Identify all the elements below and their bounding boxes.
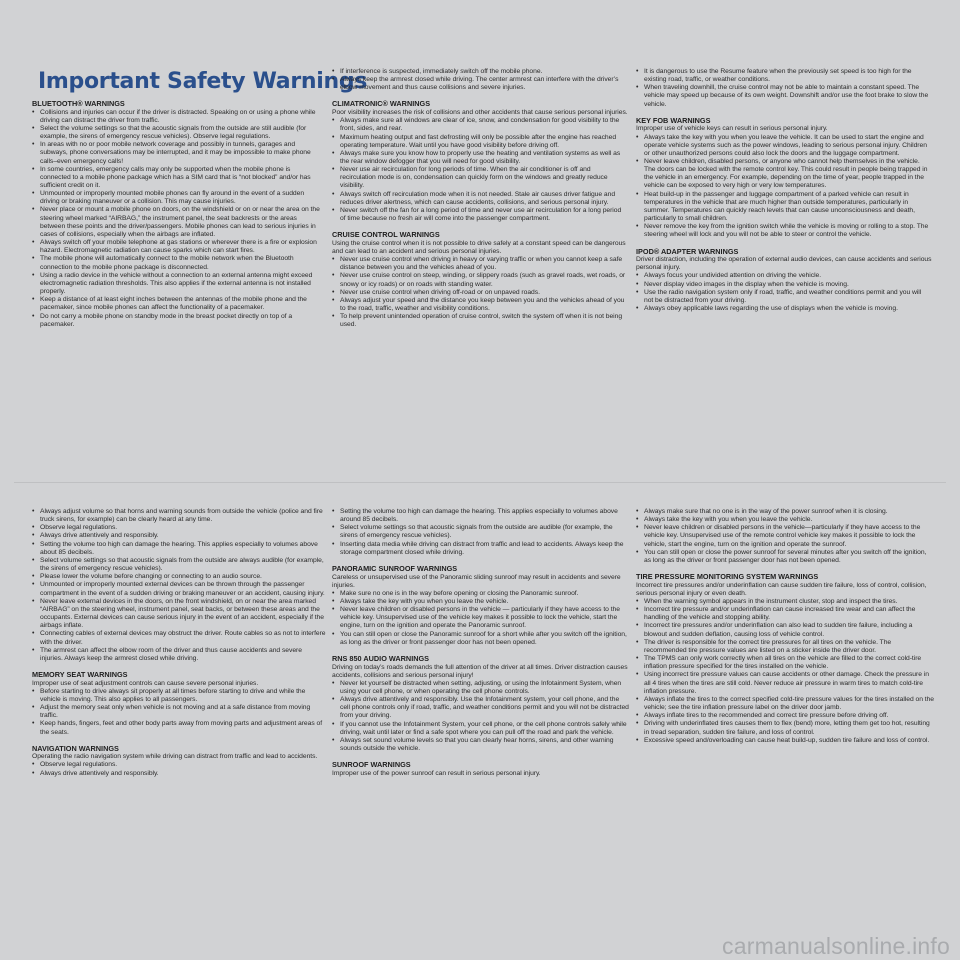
bullet-item: • Use the radio navigation system only if road, traffic, and weather conditions permit and you will not be distracted from your driving.	[636, 289, 932, 305]
column-4	[32, 508, 326, 786]
section-heading: MEMORY SEAT WARNINGS	[32, 669, 128, 679]
warning-section	[332, 231, 628, 329]
bullet-item: • Incorrect tire pressure and/or underinflation can cause increased tire wear and can affect the handling of the vehicle and stopping ability.	[636, 606, 934, 622]
bullet-item: • Always take the key with you when you leave the vehicle.	[332, 598, 630, 606]
bullet-item: • Always set sound volume levels so that you can clearly hear horns, sirens, and other warning sounds outside the vehicle.	[332, 737, 630, 753]
warning-section	[636, 573, 934, 745]
bullet-item: • If interference is suspected, immediately switch off the mobile phone.	[332, 68, 628, 76]
bullet-item: • The driver is responsible for the correct tire pressures for all tires on the vehicle. The recommended tire pressure values are listed on a sticker inside the driver door.	[636, 639, 934, 655]
bullet-item: • Never remove the key from the ignition switch while the vehicle is moving or rolling to a stop. The steering wheel will lock and you will not be able to steer or control the vehicle.	[636, 223, 932, 239]
bullet-list	[32, 761, 326, 777]
bullet-item: • Maximum heating output and fast defrosting will only be possible after the engine has reached operating temperature. Wait until you have good visibility before driving off.	[332, 134, 628, 150]
bullet-list	[332, 117, 628, 223]
bullet-item: • Using incorrect tire pressure values can cause accidents or other damage. Check the pressure in all 4 tires when the tires are still cold. Never reduce air pressure in warm tires to match cold-tire inflation pressure.	[636, 671, 934, 695]
bullet-list	[32, 688, 326, 737]
warning-section	[332, 655, 630, 753]
bullet-item: • It is dangerous to use the Resume feature when the previously set speed is too high for the existing road, traffic, or weather conditions.	[636, 68, 932, 84]
section-heading: CRUISE CONTROL WARNINGS	[332, 230, 440, 240]
section-intro: Improper use of vehicle keys can result in serious personal injury.	[636, 125, 828, 133]
warning-section	[332, 100, 628, 223]
bullet-item: • Never switch off the fan for a long period of time and never use air recirculation for a long period of time because no fresh air will come into the passenger compartment.	[332, 207, 628, 223]
bullet-item: • Adjust the memory seat only when vehicle is not moving and at a safe distance from moving traffic.	[32, 704, 326, 720]
bullet-item: • Never let yourself be distracted when setting, adjusting, or using the Infotainment System, when using your cell phone, or when operating the cell phone controls.	[332, 680, 630, 696]
bullet-item: • When the warning symbol appears in the instrument cluster, stop and inspect the tires.	[636, 598, 934, 606]
warning-section	[32, 508, 326, 663]
bullet-item: • In areas with no or poor mobile network coverage and possibly in tunnels, garages and subways, phone conversations may be interrupted, and it may be impossible to make phone calls–even emergency calls!	[32, 141, 322, 165]
bullet-item: • You can still open or close the Panoramic sunroof for a short while after you switch off the ignition, as long as the driver or front passenger door has not been opened.	[332, 631, 630, 647]
bullet-list	[636, 508, 934, 565]
bullet-item: • Observe legal regulations.	[32, 524, 326, 532]
bullet-item: • Never place or mount a mobile phone on doors, on the windshield or on or near the area on the steering wheel marked “AIRBAG,” the instrument panel, the seat backrests or the areas between these points and the driver/passengers. Mobile phones can lead to serious injuries in cases of collisions, especially when the airbags are inflated.	[32, 206, 322, 239]
bullet-item: • Always obey applicable laws regarding the use of displays when the vehicle is moving.	[636, 305, 932, 313]
warning-section	[636, 68, 932, 109]
bullet-item: • When traveling downhill, the cruise control may not be able to maintain a constant speed. The vehicle may speed up because of its own weight. Downshift and/or use the foot brake to slow the vehicle.	[636, 84, 932, 108]
bullet-item: • Always take the key with you when you leave the vehicle. It can be used to start the engine and operate vehicle systems such as the power windows, leading to serious personal injury. Children or other unauthorized persons could also lock the doors and the luggage compartment.	[636, 134, 932, 158]
section-intro: Driving on today’s roads demands the full attention of the driver at all times. Driver distraction causes accidents, collisions and serious personal injury!	[332, 663, 628, 679]
bullet-list	[636, 598, 934, 745]
bullet-item: • In some countries, emergency calls may only be supported when the mobile phone is connected to a mobile phone package which has a SIM card that is “not blocked” and/or has sufficient credit on it.	[32, 166, 322, 190]
section-heading: PANORAMIC SUNROOF WARNINGS	[332, 563, 458, 573]
bullet-item: • Using a radio device in the vehicle without a connection to an external antenna might exceed electromagnetic radiation thresholds. This also applies if the external antenna is not installed properly.	[32, 272, 322, 296]
bullet-item: • Never use air recirculation for long periods of time. When the air conditioner is off and recirculation mode is on, condensation can quickly form on the windows and greatly reduce visibility.	[332, 166, 628, 190]
bullet-item: • Always adjust volume so that horns and warning sounds from outside the vehicle (police and fire truck sirens, for example) can be clearly heard at any time.	[32, 508, 326, 524]
section-heading: TIRE PRESSURE MONITORING SYSTEM WARNINGS	[636, 572, 819, 582]
warning-section	[332, 508, 630, 557]
bullet-item: • If you cannot use the Infotainment System, your cell phone, or the cell phone controls safely while driving, wait until later or find a safe spot where you can pull off the road and park the vehicle.	[332, 721, 630, 737]
warning-section	[636, 117, 932, 240]
bullet-item: • Setting the volume too high can damage the hearing. This applies especially to volumes above around 85 decibels.	[332, 508, 630, 524]
bullet-item: • Always make sure that no one is in the way of the power sunroof when it is closing.	[636, 508, 934, 516]
warning-section	[332, 565, 630, 647]
bullet-item: • Never display video images in the display when the vehicle is moving.	[636, 281, 932, 289]
section-divider	[14, 482, 946, 483]
bullet-list	[636, 68, 932, 109]
column-5	[332, 508, 630, 786]
column-1	[32, 100, 322, 337]
bullet-item: • Always adjust your speed and the distance you keep between you and the vehicles ahead of you to the road, traffic, weather and visibility conditions.	[332, 297, 628, 313]
watermark: carmanualsonline.info	[722, 933, 950, 959]
bullet-item: • Excessive speed and/overloading can cause heat build-up, sudden tire failure and loss of control.	[636, 737, 934, 745]
bullet-item: • The armrest can affect the elbow room of the driver and thus cause accidents and severe injuries. Always keep the armrest closed while driving.	[32, 647, 326, 663]
bullet-item: • Never leave external devices in the doors, on the front windshield, on or near the area marked “AIRBAG” on the steering wheel, instrument panel, seat backs, or between these areas and the occupants. External devices can cause serious injury in the event of an accident, especially if the airbags inflate.	[32, 598, 326, 631]
section-heading: BLUETOOTH® WARNINGS	[32, 99, 125, 108]
bullet-item: • Collisions and injuries can occur if the driver is distracted. Speaking on or using a phone while driving can distract the driver from traffic.	[32, 109, 322, 125]
bullet-list	[32, 109, 322, 329]
section-heading: IPOD® ADAPTER WARNINGS	[636, 246, 739, 256]
section-heading: SUNROOF WARNINGS	[332, 760, 411, 770]
bullet-item: • Setting the volume too high can damage the hearing. This applies especially to volumes above about 85 decibels.	[32, 541, 326, 557]
section-intro: Improper use of seat adjustment controls can cause severe personal injuries.	[32, 679, 259, 687]
bullet-item: • Driving with underinflated tires causes them to flex (bend) more, letting them get too hot, resulting in tread separation, sudden tire failure, and loss of control.	[636, 720, 934, 736]
bullet-item: • Never use cruise control when driving off-road or on unpaved roads.	[332, 289, 628, 297]
bullet-item: • Always drive attentively and responsibly.	[32, 532, 326, 540]
section-heading: NAVIGATION WARNINGS	[32, 743, 119, 753]
warning-section	[32, 671, 326, 737]
section-heading: RNS 850 AUDIO WARNINGS	[332, 653, 430, 663]
bullet-item: • Always focus your undivided attention on driving the vehicle.	[636, 272, 932, 280]
bullet-item: • Always take the key with you when you leave the vehicle.	[636, 516, 934, 524]
bullet-item: • Never leave children or disabled persons in the vehicle—particularly if they have access to the vehicle key. Unsupervised use of the remote control vehicle key makes it possible to lock the vehicle, start the engine, turn on the ignition and operate the sunroof.	[636, 524, 934, 548]
bullet-item: • Connecting cables of external devices may obstruct the driver. Route cables so as not to interfere with the driver.	[32, 630, 326, 646]
bullet-item: • Observe legal regulations.	[32, 761, 326, 769]
section-intro: Using the cruise control when it is not possible to drive safely at a constant speed can be dangerous and can lead to an accident and serious personal injuries.	[332, 239, 626, 255]
bullet-list	[332, 680, 630, 753]
bullet-item: • Never use cruise control on steep, winding, or slippery roads (such as gravel roads, wet roads, or snowy or icy roads) or on roads with standing water.	[332, 272, 628, 288]
bullet-item: • Incorrect tire pressures and/or underinflation can also lead to sudden tire failure, including a blowout and sudden deflation, causing loss of vehicle control.	[636, 622, 934, 638]
bullet-item: • Never leave children or disabled persons in the vehicle — particularly if they have access to the vehicle key. Unsupervised use of the vehicle key makes it possible to lock the vehicle, start the engine, turn on the ignition and operate the Panoramic sunroof.	[332, 606, 630, 630]
bullet-item: • Always inflate the tires to the correct specified cold-tire pressure values for the tires installed on the vehicle; see the tire inflation pressure label on the driver door jamb.	[636, 696, 934, 712]
bullet-item: • Unmounted or improperly mounted mobile phones can fly around in the event of a sudden driving or braking maneuver or a collision. This may cause injuries.	[32, 190, 322, 206]
section-intro: Operating the radio navigation system while driving can distract from traffic and lead to accidents.	[32, 753, 318, 761]
bullet-list	[332, 590, 630, 647]
bullet-item: • Always keep the armrest closed while driving. The center armrest can interfere with the driver’s elbow movement and thus cause collisions and severe injuries.	[332, 76, 628, 92]
section-intro: Careless or unsupervised use of the Panoramic sliding sunroof may result in accidents and severe injuries.	[332, 573, 621, 589]
bullet-item: • Select volume settings so that acoustic signals from the outside are always audible (for example, the sirens of emergency rescue vehicles).	[32, 557, 326, 573]
bullet-item: • Never use cruise control when driving in heavy or varying traffic or when you cannot keep a safe distance between you and the vehicles ahead of you.	[332, 256, 628, 272]
bullet-item: • Unmounted or improperly mounted external devices can be thrown through the passenger compartment in the event of a sudden driving or braking maneuver or an accident, causing injury.	[32, 581, 326, 597]
bullet-item: • Always inflate tires to the recommended and correct tire pressure before driving off.	[636, 712, 934, 720]
bullet-list	[636, 272, 932, 313]
bullet-list	[332, 508, 630, 557]
bullet-item: • Keep a distance of at least eight inches between the antennas of the mobile phone and the pacemaker, since mobile phones can affect the functionality of a pacemaker.	[32, 296, 322, 312]
bullet-list	[332, 256, 628, 329]
bullet-item: • Always drive attentively and responsibly. Use the Infotainment system, your cell phone, and the cell phone controls only if road, traffic, and weather conditions permit and you will not be distracted from your driving.	[332, 696, 630, 720]
warning-section	[332, 761, 630, 778]
bullet-item: • Always switch off recirculation mode when it is not needed. Stale air causes driver fatigue and reduces driver alertness, which can cause accidents, collisions, and serious personal injury.	[332, 191, 628, 207]
bullet-item: • Select the volume settings so that the acoustic signals from the outside are still audible (for example, the sirens of emergency rescue vehicles). Observe legal regulations.	[32, 125, 322, 141]
bullet-item: • You can still open or close the power sunroof for several minutes after you switch off the ignition, as long as the driver or front passenger door has not been opened.	[636, 549, 934, 565]
section-intro: Improper use of the power sunroof can result in serious personal injury.	[332, 769, 541, 777]
section-intro: Driver distraction, including the operation of external audio devices, can cause accidents and serious personal injury.	[636, 256, 932, 272]
warning-section	[32, 745, 326, 778]
bullet-item: • Inserting data media while driving can distract from traffic and lead to accidents. Always keep the storage compartment closed while driving.	[332, 541, 630, 557]
bullet-list	[32, 508, 326, 663]
bullet-item: • Keep hands, fingers, feet and other body parts away from moving parts and adjustment areas of the seats.	[32, 720, 326, 736]
section-intro: Poor visibility increases the risk of collisions and other accidents that cause serious personal injuries.	[332, 109, 628, 117]
section-heading: KEY FOB WARNINGS	[636, 115, 711, 125]
bullet-item: • Heat build-up in the passenger and luggage compartment of a parked vehicle can result in temperatures in the vehicle that are much higher than outside temperatures, particularly in summer. Temperatures can quickly reach levels that can cause unconsciousness and death, particularly to small children.	[636, 191, 932, 224]
bullet-item: • The mobile phone will automatically connect to the mobile network when the Bluetooth connection to the mobile phone package is disconnected.	[32, 255, 322, 271]
column-2	[332, 68, 628, 338]
page-title-text: Important Safety Warnings	[38, 68, 368, 94]
document-sheet	[14, 62, 946, 956]
bullet-item: • Always drive attentively and responsibly.	[32, 770, 326, 778]
warning-section	[636, 508, 934, 565]
bullet-item: • To help prevent unintended operation of cruise control, switch the system off when it is not being used.	[332, 313, 628, 329]
bullet-list	[332, 68, 628, 92]
section-intro: Incorrect tire pressures and/or underinflation can cause sudden tire failure, loss of control, collision, serious personal injury or even death.	[636, 581, 927, 597]
bullet-item: • Select volume settings so that acoustic signals from the outside are audible (for example, the sirens of emergency rescue vehicles).	[332, 524, 630, 540]
bullet-item: • Never leave children, disabled persons, or anyone who cannot help themselves in the vehicle. The doors can be locked with the remote control key. This could result in people being trapped in the vehicle in an emergency. For example, depending on the time of year, people trapped in the vehicle can be exposed to very high or very low temperatures.	[636, 158, 932, 191]
bullet-item: • Please lower the volume before changing or connecting to an audio source.	[32, 573, 326, 581]
warning-section	[32, 100, 322, 329]
bullet-item: • Always switch off your mobile telephone at gas stations or wherever there is a fire or explosion hazard. Electromagnetic radiation can cause sparks which can start fires.	[32, 239, 322, 255]
bullet-list	[636, 134, 932, 240]
section-heading: CLIMATRONIC® WARNINGS	[332, 99, 431, 109]
bullet-item: • Do not carry a mobile phone on standby mode in the breast pocket directly on top of a pacemaker.	[32, 313, 322, 329]
bullet-item: • The TPMS can only work correctly when all tires on the vehicle are filled to the correct cold-tire inflation pressure specified for the tires installed on the vehicle.	[636, 655, 934, 671]
warning-section	[636, 248, 932, 314]
column-3	[636, 68, 932, 321]
bullet-item: • Make sure no one is in the way before opening or closing the Panoramic sunroof.	[332, 590, 630, 598]
column-6	[636, 508, 934, 753]
bullet-item: • Before starting to drive always sit properly at all times before starting to drive and while the vehicle is moving. This also applies to all passengers.	[32, 688, 326, 704]
bullet-item: • Always make sure you know how to properly use the heating and ventilation systems as well as the rear window defogger that you will need for good visibility.	[332, 150, 628, 166]
bullet-item: • Always make sure all windows are clear of ice, snow, and condensation for good visibility to the front, sides, and rear.	[332, 117, 628, 133]
warning-section	[332, 68, 628, 92]
